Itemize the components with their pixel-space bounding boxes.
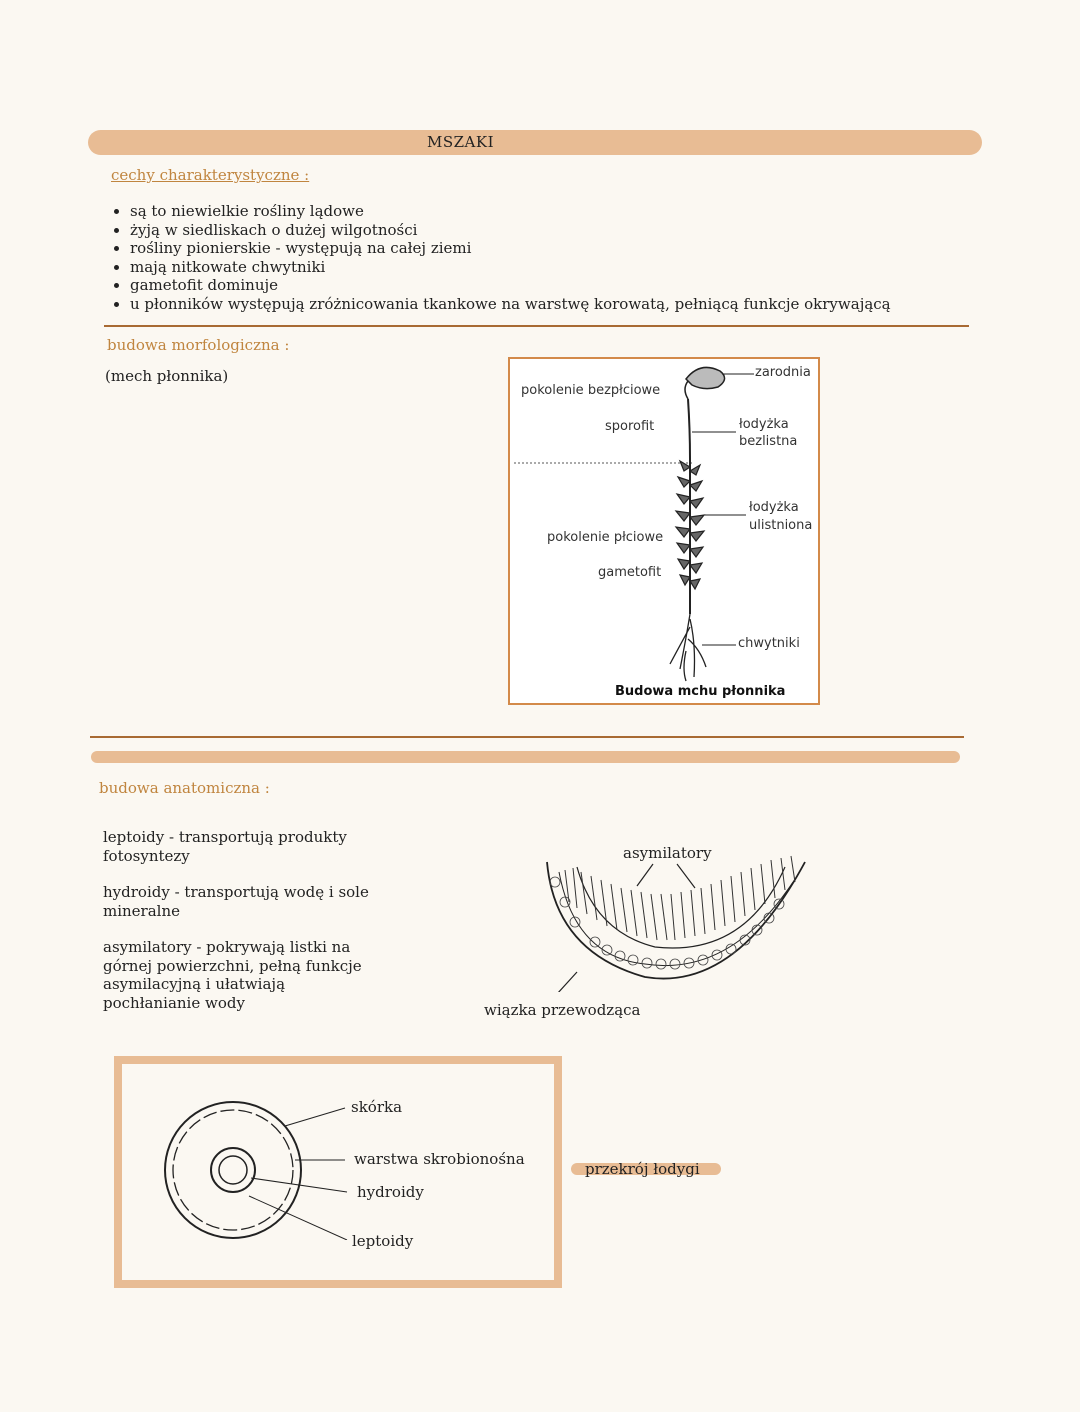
label-skin: skórka <box>351 1098 403 1116</box>
features-list <box>112 202 1010 313</box>
leaf-cross-section-drawing <box>535 842 815 992</box>
label-assimilators: asymilatory <box>623 844 712 862</box>
features-heading: cechy charakterystyczne : <box>111 166 310 184</box>
anatomy-heading: budowa anatomiczna : <box>99 779 270 797</box>
label-rhizoids: chwytniki <box>738 636 800 651</box>
morphology-note: (mech płonnika) <box>105 367 229 385</box>
morphology-heading: budowa morfologiczna : <box>107 336 290 354</box>
label-hydroids: hydroidy <box>357 1183 424 1201</box>
page-title: MSZAKI <box>427 133 495 151</box>
divider <box>104 325 969 327</box>
stem-section-tag-label: przekrój łodygi <box>585 1160 700 1178</box>
leptoids-description: leptoidy - transportują produkty fotosyntezy <box>103 828 347 865</box>
label-stalk-1: łodyżka <box>739 417 789 432</box>
moss-figure <box>508 357 820 705</box>
title-bar <box>88 130 982 155</box>
hydroids-description: hydroidy - transportują wodę i sole mineralne <box>103 883 369 920</box>
stem-cross-section-drawing <box>155 1100 355 1240</box>
capsule-shape <box>685 367 725 399</box>
label-gametophyte: gametofit <box>598 565 662 580</box>
assimilators-description: asymilatory - pokrywają listki na górnej powierzchni, pełną funkcje asymilacyjną i ułatwiają pochłanianie wody <box>103 938 362 1012</box>
list-item: • rośliny pionierskie - występują na całej ziemi <box>130 239 1010 258</box>
label-vascular-bundle: wiązka przewodząca <box>484 1001 641 1019</box>
list-item: • gametofit dominuje <box>130 276 1010 295</box>
figure-caption: Budowa mchu płonnika <box>615 684 786 699</box>
label-sexual: pokolenie płciowe <box>547 530 664 545</box>
list-item: • u płonników występują zróżnicowania tkankowe na warstwę korowatą, pełniącą funkcje okrywającą <box>130 295 1010 314</box>
list-item: • są to niewielkie rośliny lądowe <box>130 202 1010 221</box>
label-asexual: pokolenie bezpłciowe <box>521 383 661 398</box>
list-item: • mają nitkowate chwytniki <box>130 258 1010 277</box>
label-sporophyte: sporofit <box>605 419 655 434</box>
label-leafy-2: ulistniona <box>749 518 813 533</box>
label-leptoids: leptoidy <box>352 1232 414 1250</box>
divider <box>90 736 964 738</box>
label-starch-layer: warstwa skrobionośna <box>354 1150 525 1168</box>
section-bar <box>91 751 960 763</box>
label-capsule: zarodnia <box>755 365 811 380</box>
list-item: • żyją w siedliskach o dużej wilgotności <box>130 221 1010 240</box>
label-stalk-2: bezlistna <box>739 434 798 449</box>
label-leafy-1: łodyżka <box>749 500 799 515</box>
